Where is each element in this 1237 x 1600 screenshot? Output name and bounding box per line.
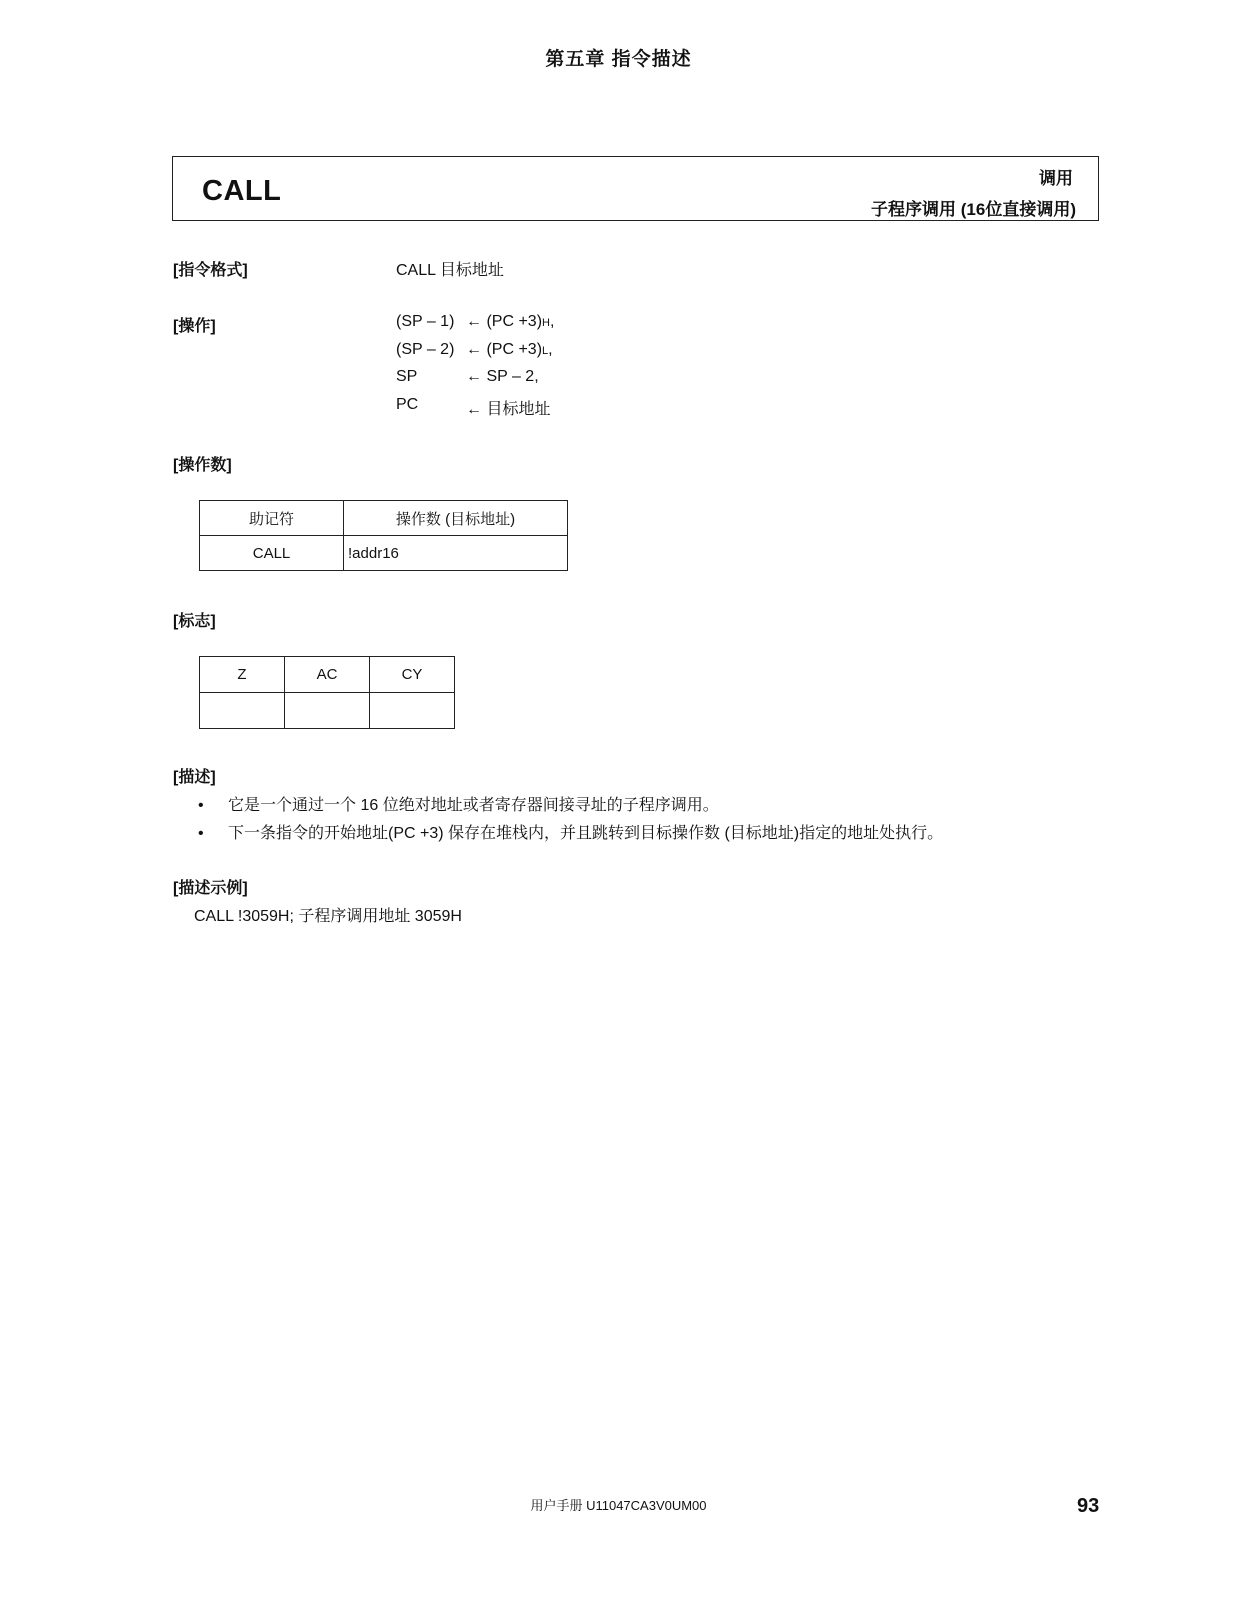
list-item	[198, 820, 943, 843]
instruction-subtitle: 子程序调用 (16位直接调用)	[871, 200, 1076, 219]
description-text: 下一条指令的开始地址(PC +3) 保存在堆栈内，并且跳转到目标操作数 (目标地址)指定的地址处执行。	[228, 825, 944, 842]
description-text: 它是一个通过一个 16 位绝对地址或者寄存器间接寻址的子程序调用。	[228, 797, 719, 814]
operation-line-left: PC	[396, 396, 419, 413]
flag-table	[199, 656, 455, 729]
operation-line-left: (SP – 2)	[396, 341, 455, 358]
flag-value-cell	[370, 693, 455, 729]
format-label: [指令格式]	[173, 262, 248, 279]
table-cell: !addr16	[344, 536, 568, 571]
operation-line-right	[466, 313, 554, 331]
flag-header-cell: Z	[200, 657, 285, 693]
operation-line-right: ← SP – 2,	[466, 368, 539, 385]
flag-value-cell	[285, 693, 370, 729]
flags-label: [标志]	[173, 613, 216, 630]
operation-line-expr: ← (PC +3)	[466, 313, 543, 330]
instruction-category: 调用	[1039, 169, 1073, 188]
operation-line-right: ← 目标地址	[466, 401, 551, 418]
operation-line-left: (SP – 1)	[396, 313, 455, 330]
operation-line-subscript: H	[542, 317, 550, 329]
flag-value-cell	[200, 693, 285, 729]
format-value: CALL 目标地址	[396, 262, 504, 279]
bullet-icon: •	[198, 825, 204, 842]
operation-line-expr: ← (PC +3)	[466, 341, 543, 358]
flag-header-cell: CY	[370, 657, 455, 693]
instruction-name: CALL	[202, 175, 282, 207]
operand-table	[199, 500, 568, 571]
example-code: CALL !3059H; 子程序调用地址 3059H	[194, 908, 462, 925]
operation-line-right	[466, 341, 553, 359]
page-number: 93	[1077, 1495, 1100, 1517]
operands-label: [操作数]	[173, 457, 232, 474]
table-header-row	[200, 501, 568, 536]
description-label: [描述]	[173, 769, 216, 786]
operation-label: [操作]	[173, 318, 216, 335]
flag-value-row	[200, 693, 455, 729]
operation-line-tail: ,	[549, 313, 555, 330]
operation-line-tail: ,	[548, 341, 553, 358]
operation-line-left: SP	[396, 368, 418, 385]
operation-line-subscript: L	[542, 345, 549, 357]
flag-header-cell: AC	[285, 657, 370, 693]
bullet-icon: •	[198, 797, 204, 814]
table-cell: CALL	[200, 536, 344, 571]
chapter-title: 第五章 指令描述	[545, 49, 692, 70]
list-item	[198, 792, 719, 815]
footer-manual-id: 用户手册 U11047CA3V0UM00	[530, 1498, 707, 1513]
example-label: [描述示例]	[173, 880, 248, 897]
table-header-cell: 助记符	[200, 501, 344, 536]
instruction-header-box	[172, 156, 1099, 221]
table-header-cell: 操作数 (目标地址)	[344, 501, 568, 536]
table-row	[200, 536, 568, 571]
flag-header-row	[200, 657, 455, 693]
